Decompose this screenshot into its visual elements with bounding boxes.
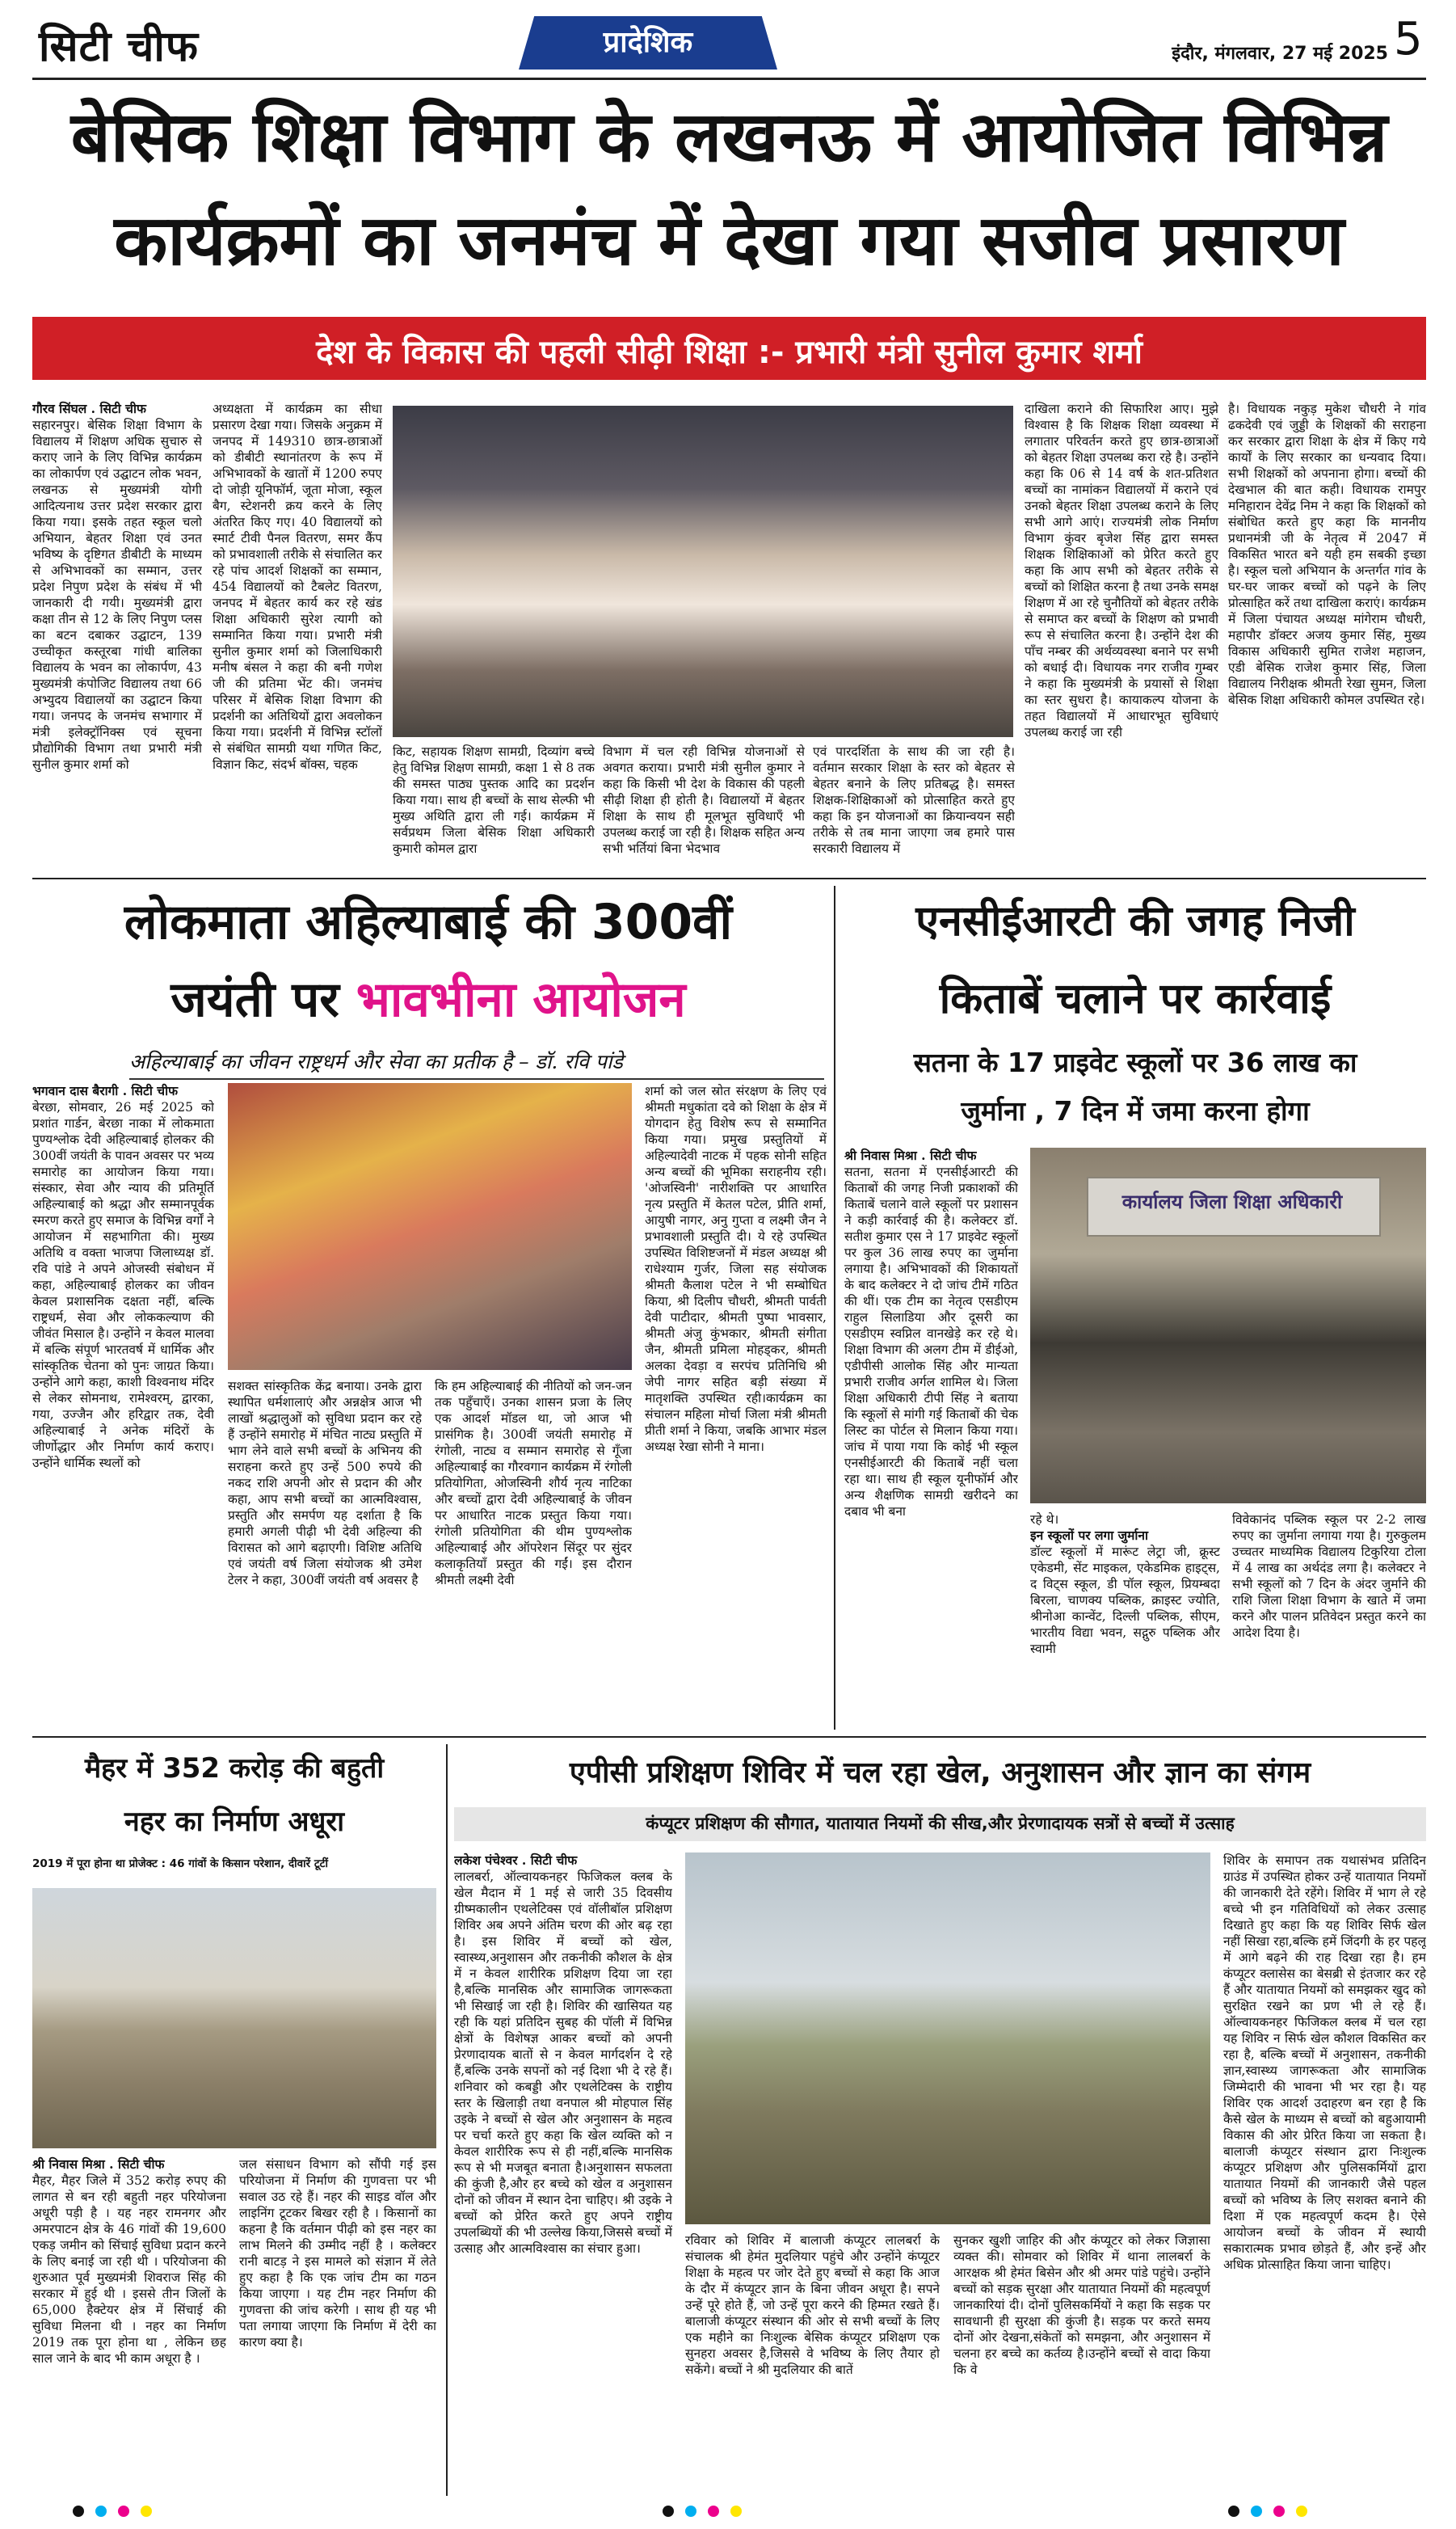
byline: गौरव सिंघल . सिटी चीफ xyxy=(32,401,146,416)
headline-story3-line2: किताबें चलाने पर कार्रवाई xyxy=(939,975,1332,1023)
story4-column-2: जल संसाधन विभाग को सौंपी गई इस परियोजना में निर्माण की गुणवत्ता पर भी सवाल उठ रहे हैं। नहर की साइड वॉल और लाइनिंग टूटकर बिखर रही है । किसानों का कहना है कि वर्तमान पीढ़ी को इस नहर का लाभ मिलने की उम्मीद नहीं है । कलेक्टर रानी बाटड़ ने इस मामले को संज्ञान में लेते हुए कहा है कि एक जांच टीम का गठन किया जाएगा । यह टीम नहर निर्माण की गुणवत्ता की जांच करेगी । साथ ही यह भी पता लगाया जाएगा कि निर्माण में देरी का कारण क्या है। xyxy=(239,2157,436,2350)
story3-subhead-line2: जुर्माना , 7 दिन में जमा करना होगा xyxy=(961,1095,1310,1127)
story1-column-5: एवं पारदर्शिता के साथ की जा रही है। वर्तमान सरकार शिक्षा के स्तर को बेहतर से बेहतर बनाने के लिए प्रतिबद्ध है। समस्त शिक्षक-शिक्षिकाओं को प्रोत्साहित करते हुए कहा कि इन योजनाओं का क्रियान्वयन सही तरीके से तब माना जाएगा जब हमारे पास सरकारी विद्यालय में xyxy=(813,744,1015,856)
story3-text-2a: रहे थे। xyxy=(1030,1512,1059,1527)
headline-story1-line2: कार्यक्रमों का जनमंच में देखा गया सजीव प्रसारण xyxy=(114,200,1344,281)
story5-text-1: लालबर्रा, ऑल्वायकनहर फिजिकल क्लब के खेल मैदान में 1 मई से जारी 35 दिवसीय ग्रीष्मकालीन एथलेटिक्स एवं वॉलीबॉल प्रशिक्षण शिविर अब अपने अंतिम चरण की ओर बढ़ रहा है। इस शिविर में बच्चों को खेल, स्वास्थ्य,अनुशासन और तकनीकी कौशल के क्षेत्र में न केवल शारीरिक प्रशिक्षण दिया जा रहा है,बल्कि मानसिक और सामाजिक जागरूकता भी सिखाई जा रही है। शिविर की खासियत यह रही कि यहां प्रतिदिन सुबह की पॉली में विभिन्न क्षेत्रों के विशेषज्ञ आकर बच्चों को अपनी प्रेरणादायक बातों से न केवल मार्गदर्शन दे रहे हैं,बल्कि उनके सपनों को नई दिशा भी दे रहे हैं। शनिवार को कबड्डी और एथलेटिक्स के राष्ट्रीय स्तर के खिलाड़ी तथा वनपाल श्री मोहपाल सिंह उइके ने बच्चों से खेल और अनुशासन के महत्व पर चर्चा करते हुए कहा कि खेल व्यक्ति को न केवल शारीरिक रूप से ही नहीं,बल्कि मानसिक रूप से भी मजबूत बनाता है।अनुशासन सफलता की कुंजी है,और हर बच्चे को खेल व अनुशासन दोनों को जीवन में स्थान देना चाहिए। श्री उइके ने बच्चों को प्रेरित करते हुए अपने राष्ट्रीय उपलब्धियों की भी उल्लेख किया,जिससे बच्चों में उत्साह और आत्मविश्वास का संचार हुआ। xyxy=(454,1869,672,2256)
page-number: 5 xyxy=(1394,13,1423,65)
headline-story2-line1: लोकमाता अहिल्याबाई की 300वीं xyxy=(124,894,733,950)
registration-marks-right xyxy=(1228,2506,1390,2517)
section-label: प्रादेशिक xyxy=(603,26,693,59)
story4-column-1 xyxy=(32,2156,226,2496)
story4-text-1: मैहर, मैहर जिले में 352 करोड़ रुपए की लागत से बन रही बहुती नहर परियोजना अधूरी पड़ी है । यह नहर रामनगर और अमरपाटन क्षेत्र के 46 गांवों की 19,600 एकड़ जमीन को सिंचाई सुविधा प्रदान करने के लिए बनाई जा रही थी । परियोजना की शुरुआत पूर्व मुख्यमंत्री शिवराज सिंह की सरकार में हुई थी । इससे तीन जिलों के 65,000 हैक्टेयर क्षेत्र में सिंचाई की सुविधा मिलना थी । नहर का निर्माण 2019 तक पूरा होना था , लेकिन छह साल जाने के बाद भी काम अधूरा है । xyxy=(32,2173,226,2366)
story2-column-3: कि हम अहिल्याबाई की नीतियों को जन-जन तक पहुँचाएँ। उनका शासन प्रजा के लिए एक आदर्श मॉडल था, जो आज भी प्रासंगिक है। 300वीं जयंती समारोह में रंगोली, नाट्य व सम्मान समारोह से गूँजा अहिल्याबाई का गौरवगान कार्यक्रम में रंगोली प्रतियोगिता, ओजस्विनी शौर्य नृत्य नाटिका और बच्चों द्वारा देवी अहिल्याबाई के जीवन पर आधारित नाटक प्रस्तुत किया गया। रंगोली प्रतियोगिता की थीम पुण्यश्लोक अहिल्याबाई और ऑपरेशन सिंदूर पर सुंदर कलाकृतियाँ प्रस्तुत की गईं। इस दौरान श्रीमती लक्ष्मी देवी xyxy=(435,1379,632,1587)
story1-column-2: अध्यक्षता में कार्यक्रम का सीधा प्रसारण देखा गया। जिसके अनुक्रम में जनपद में 149310 छात्र-छात्राओं को डीबीटी स्थानांतरण के रूप में अभिभावकों के खातों में 1200 रुपए दो जोड़ी यूनिफॉर्म, जूता मोजा, स्कूल बैग, स्टेशनरी क्रय करने के लिए अंतरित किए गए। 40 विद्यालयों को स्मार्ट टीवी पैनल वितरण, समर कैंप को प्रभावशाली तरीके से संचालित कर रहे पांच आदर्श शिक्षकों का सम्मान, 454 विद्यालयों को टैबलेट वितरण, जनपद में बेहतर कार्य कर रहे खंड शिक्षा अधिकारी सुरेश त्यागी को सम्मानित किया गया। प्रभारी मंत्री सुनील कुमार शर्मा को जिलाधिकारी मनीष बंसल ने कहा की बनी गणेश जी की प्रतिमा भेंट की। जनमंच परिसर में बेसिक शिक्षा विभाग की प्रदर्शनी का अतिथियों द्वारा अवलोकन किया गया। प्रदर्शनी में विभिन्न स्टॉलों से संबंधित सामग्री यथा गणित किट, विज्ञान किट, संदर्भ बॉक्स, चहक xyxy=(213,402,382,772)
story1-text-1: सहारनपुर। बेसिक शिक्षा विभाग के विद्यालय में शिक्षण अधिक सुचारु से कराए जाने के लिए विभिन्न कार्यक्रम का लोकार्पण एवं उद्घाटन लोक भवन, लखनऊ से मुख्यमंत्री योगी आदित्यनाथ उत्तर प्रदेश सरकार द्वारा किया गया। इसके तहत स्कूल चलो अभियान, बेहतर शिक्षा एवं उनत भविष्य के दृष्टिगत डीबीटी के माध्यम से अभिभावकों का सम्मान, उत्तर प्रदेश निपुण प्रदेश के संबंध में भी जानकारी दी गयी। मुख्यमंत्री द्वारा कक्षा तीन से 12 के लिए निपुण प्लस का बटन दबाकर उद्घाटन, 139 उच्चीकृत कस्तूरबा गांधी बालिका विद्यालय के भवन का लोकार्पण, 43 मुख्यमंत्री कंपोजिट विद्यालय तथा 66 अभ्युदय विद्यालयों का उद्घाटन किया गया। जनपद के जनमंच सभागार में मंत्री इलेक्ट्रॉनिक्स एवं सूचना प्रौद्योगिकी विभाग तथा प्रभारी मंत्री सुनील कुमार शर्मा को xyxy=(32,418,202,772)
byline: लकेश पंचेश्वर . सिटी चीफ xyxy=(454,1852,578,1868)
office-sign-text: कार्यालय जिला शिक्षा अधिकारी xyxy=(1121,1191,1343,1213)
vertical-rule xyxy=(834,886,835,1730)
headline-story2-line2 xyxy=(32,963,824,1036)
story3-text-1: सतना, सतना में एनसीईआरटी की किताबों की जगह निजी प्रकाशकों की किताबें चलाने वाले स्कूलों पर प्रशासन ने कड़ी कार्रवाई की है। कलेक्टर डॉ. सतीश कुमार एस ने 17 प्राइवेट स्कूलों पर कुल 36 लाख रुपए का जुर्माना लगाया है। अभिभावकों की शिकायतों के बाद कलेक्टर ने दो जांच टीमें गठित की थीं। एक टीम का नेतृत्व एसडीएम राहुल सिलाडिया और दूसरी का एसडीएम स्वप्निल वानखेड़े कर रहे थे। शिक्षा विभाग की अलग टीम में डीईओ, एडीपीसी आलोक सिंह और मान्यता प्रभारी राजीव अर्गल शामिल थे। जिला शिक्षा अधिकारी टीपी सिंह ने बताया कि स्कूलों से मांगी गई किताबों की चेक लिस्ट का पोर्टल से मिलान किया गया। जांच में पाया गया कि कोई भी स्कूल एनसीईआरटी की किताबें नहीं चला रहा था। साथ ही स्कूल यूनीफॉर्म और अन्य शैक्षणिक सामग्री खरीदने का दबाव भी बना xyxy=(844,1165,1018,1519)
story3-column-2 xyxy=(1030,1511,1220,1730)
byline: श्री निवास मिश्रा . सिटी चीफ xyxy=(844,1148,977,1163)
story3-column-3: विवेकानंद पब्लिक स्कूल पर 2-2 लाख रुपए का जुर्माना लगाया गया है। गुरुकुलम उच्चतर माध्यमिक विद्यालय टिकुरिया टोला में 4 लाख का अर्थदंड लगा है। कलेक्टर ने सभी स्कूलों को 7 दिन के अंदर जुर्माने की राशि जिला शिक्षा विभाग के खाते में जमा करने और पालन प्रतिवेदन प्रस्तुत करने का आदेश दिया है। xyxy=(1232,1512,1426,1640)
registration-marks-left xyxy=(73,2506,234,2517)
section-rule-1 xyxy=(32,878,1426,879)
vertical-rule xyxy=(446,1744,448,2496)
canal-photo xyxy=(32,1888,436,2148)
story3-text-2b: डॉल्ट स्कूलों में मारूंट लेट्रा जी, क्रूस्ट एकेडमी, सेंट माइकल, एकेडमिक हाइट्स, द विट्स स्कूल, डी पॉल स्कूल, प्रियम्बदा बिरला, चाणक्य पब्लिक, क्राइस्ट ज्योति, श्रीनोआ कान्वेंट, दिल्ली पब्लिक, सीएम, भारतीय विद्या भवन, सद्गुरु पब्लिक और स्वामी xyxy=(1030,1545,1220,1656)
headline-story2-highlight: भावभीना आयोजन xyxy=(356,972,686,1028)
headline-story3-line1: एनसीईआरटी की जगह निजी xyxy=(915,897,1355,946)
byline: भगवान दास बैरागी . सिटी चीफ xyxy=(32,1083,179,1098)
story4-subhead: 2019 में पूरा होना था प्रोजेक्ट : 46 गांवों के किसान परेशान, दीवारें टूटीं xyxy=(32,1857,328,1870)
story1-column-1 xyxy=(32,401,202,870)
headline-story2-line2-a: जयंती पर xyxy=(170,972,356,1028)
story2-column-1 xyxy=(32,1083,214,1730)
story2-column-2: सशक्त सांस्कृतिक केंद्र बनाया। उनके द्वारा स्थापित धर्मशालाएं और अन्नक्षेत्र आज भी लाखों श्रद्धालुओं को सुविधा प्रदान कर रहे हैं उन्होंने समारोह में मंचित नाट्य प्रस्तुति में भाग लेने वाले सभी बच्चों के अभिनय की सराहना करते हुए उन्हें 500 रुपये की नकद राशि अपनी ओर से प्रदान की और कहा, आप सभी बच्चों का आत्मविश्वास, प्रस्तुति और समर्पण यह दर्शाता है कि हमारी अगली पीढ़ी भी देवी अहिल्या की विरासत को आगे बढ़ाएगी। विशिष्ट अतिथि एवं जयंती वर्ष जिला संयोजक श्री उमेश टेलर ने कहा, 300वीं जयंती वर्ष अवसर है xyxy=(228,1379,422,1587)
story3-fine-subhead: इन स्कूलों पर लगा जुर्माना xyxy=(1030,1528,1149,1543)
story5-column-4: शिविर के समापन तक यथासंभव प्रतिदिन ग्राउंड में उपस्थित होकर उन्हें यातायात नियमों की जानकारी देते रहेंगे। शिविर में भाग ले रहे बच्चे भी इन गतिविधियों को लेकर उत्साह दिखाते हुए कहा कि यह शिविर सिर्फ खेल नहीं सिखा रहा,बल्कि हमें जिंदगी के हर पहलू में आगे बढ़ने की राह दिखा रहा है। हम कंप्यूटर क्लासेस का बेसब्री से इंतजार कर रहे हैं और यातायात नियमों को समझकर खुद को सुरक्षित रखने का प्रण भी ले रहे हैं। ऑल्वायकनहर फिजिकल क्लब में चल रहा यह शिविर न सिर्फ खेल कौशल विकसित कर रहा है, बल्कि बच्चों में अनुशासन, तकनीकी ज्ञान,स्वास्थ्य जागरूकता और सामाजिक जिम्मेदारी की भावना भी भर रहा है। यह शिविर एक आदर्श उदाहरण बन रहा है कि कैसे खेल के माध्यम से बच्चों को बहुआयामी विकास की ओर प्रेरित किया जा सकता है। बालाजी कंप्यूटर संस्थान द्वारा निःशुल्क कंप्यूटर प्रशिक्षण और पुलिसकर्मियों द्वारा यातायात नियमों की जानकारी जैसे पहल बच्चों को भविष्य के लिए सशक्त बनाने की दिशा में एक महत्वपूर्ण कदम है। ऐसे आयोजन बच्चों के जीवन में स्थायी सकारात्मक प्रभाव छोड़ते हैं, और इन्हें और अधिक प्रोत्साहित किया जाना चाहिए। xyxy=(1223,1853,1426,2272)
story5-column-3: सुनकर खुशी जाहिर की और कंप्यूटर को लेकर जिज्ञासा व्यक्त की। सोमवार को शिविर में थाना लालबर्रा के आरक्षक श्री हेमंत बिसेन और श्री अमर पांडे पहुंचे। उन्होंने बच्चों को सड़क सुरक्षा और यातायात नियमों की महत्वपूर्ण जानकारियां दी। दोनों पुलिसकर्मियों ने कहा कि सड़क पर सावधानी ही सुरक्षा की कुंजी है। सड़क पर करते समय दोनों ओर देखना,संकेतों को समझना, और अनुशासन में चलना हर बच्चे का कर्तव्य है।उन्होंने बच्चों से वादा किया कि वे xyxy=(953,2233,1210,2377)
story1-column-7: है। विधायक नकुड़ मुकेश चौधरी ने गांव ढकदेवी एवं जुड्डी के शिक्षकों की सराहना कर सरकार द्वारा शिक्षा के क्षेत्र में किए गये कार्यों के लिए सरकार का धन्यवाद दिया। सभी शिक्षकों को अपनाना होगा। बच्चों की देखभाल की बात कही। विधायक रामपुर मनिहारान देवेंद्र निम ने कहा कि शिक्षकों को संबोधित करते हुए कहा कि माननीय प्रधानमंत्री जी के नेतृत्व में 2047 में विकसित भारत बने यही हम सबकी इच्छा है। स्कूल चलो अभियान के अन्तर्गत गांव के घर-घर जाकर बच्चों को पढ़ने के लिए प्रोत्साहित करें तथा दाखिला कराएं। कार्यक्रम में जिला पंचायत अध्यक्ष मांगेराम चौधरी, महापौर डॉक्टर अजय कुमार सिंह, मुख्य विकास अधिकारी सुमित राजेश महाजन, एडी बेसिक राजेश कुमार सिंह, जिला विद्यालय निरीक्षक श्रीमती रेखा सुमन, जिला बेसिक शिक्षा अधिकारी कोमल उपस्थित रहे। xyxy=(1228,402,1426,707)
story2-text-1: बेरछा, सोमवार, 26 मई 2025 को प्रशांत गार्डन, बेरछा नाका में लोकमाता पुण्यश्लोक देवी अहिल्याबाई होलकर की 300वीं जयंती के पावन अवसर पर भव्य समारोह का आयोजन किया गया। संस्कार, सेवा और न्याय की प्रतिमूर्ति अहिल्याबाई को श्रद्धा और सम्मानपूर्वक स्मरण करते हुए समाज के विभिन्न वर्गों ने आयोजन में सहभागिता की। मुख्य अतिथि व वक्ता भाजपा जिलाध्यक्ष डॉ. रवि पांडे ने अपने ओजस्वी संबोधन में कहा, अहिल्याबाई होलकर का जीवन केवल प्रशासनिक दक्षता नहीं, बल्कि राष्ट्रधर्म, सेवा और लोककल्याण की जीवंत मिसाल है। उन्होंने न केवल मालवा में बल्कि संपूर्ण भारतवर्ष में धार्मिक और सांस्कृतिक चेतना को पुनः जाग्रत किया। उन्होंने आगे कहा, काशी विश्वनाथ मंदिर से लेकर सोमनाथ, रामेश्वरम्, द्वारका, गया, उज्जैन और हरिद्वार तक, देवी अहिल्याबाई ने अनेक मंदिरों के जीर्णोद्धार और निर्माण कार्य कराए। उन्होंने धार्मिक स्थलों को xyxy=(32,1100,214,1470)
headline-story5: एपीसी प्रशिक्षण शिविर में चल रहा खेल, अनुशासन और ज्ञान का संगम xyxy=(569,1756,1311,1789)
masthead: सिटी चीफ xyxy=(39,22,199,71)
story3-subhead-line1: सतना के 17 प्राइवेट स्कूलों पर 36 लाख का xyxy=(913,1047,1357,1078)
story5-column-2: रविवार को शिविर में बालाजी कंप्यूटर लालबर्रा के संचालक श्री हेमंत मुदलियार पहुंचे और उन्होंने कंप्यूटर शिक्षा के महत्व पर जोर देते हुए बच्चों से कहा कि आज के दौर में कंप्यूटर ज्ञान के बिना जीवन अधूरा है। सपने उन्हें पूरे होते हैं, जो उन्हें पूरा करने की हिम्मत रखते हैं। बालाजी कंप्यूटर संस्थान की ओर से सभी बच्चों के लिए एक महीने का निःशुल्क बेसिक कंप्यूटर प्रशिक्षण एक सुनहरा अवसर है,जिससे वे भविष्य के लिए तैयार हो सकेंगे। बच्चों ने श्री मुदलियार की बातें xyxy=(685,2233,940,2377)
byline: श्री निवास मिश्रा . सिटी चीफ xyxy=(32,2156,165,2172)
training-camp-photo xyxy=(685,1852,1210,2224)
story1-column-3: किट, सहायक शिक्षण सामग्री, दिव्यांग बच्चे हेतु विभिन्न शिक्षण सामग्री, कक्षा 1 से 8 तक की समस्त पाठ्य पुस्तक आदि का प्रदर्शन किया गया। साथ ही बच्चों के साथ सेल्फी भी मुख्य अथिति द्वारा ली गई। कार्यक्रम में सर्वप्रथम जिला बेसिक शिक्षा अधिकारी कुमारी कोमल द्वारा xyxy=(393,744,595,856)
story2-column-4: शर्मा को जल स्रोत संरक्षण के लिए एवं श्रीमती मधुकांता दवे को शिक्षा के क्षेत्र में योगदान हेतु विशेष रूप से सम्मानित किया गया। प्रमुख प्रस्तुतियों में अहिल्यादेवी नाटक में पहक सोनी सहित अन्य बच्चों की भूमिका सराहनीय रही। 'ओजस्विनी' नारीशक्ति पर आधारित नृत्य प्रस्तुति में केतल पटेल, प्रीति शर्मा, आयुषी नागर, अनु गुप्ता व लक्ष्मी जैन ने प्रभावशाली प्रस्तुति दी। ये रहे उपस्थित उपस्थित विशिष्टजनों में मंडल अध्यक्ष श्री राधेश्याम गुर्जर, जिला सह संयोजक श्रीमती कैलाश पटेल ने भी सम्बोधित किया, श्री दिलीप चौधरी, श्रीमती पार्वती देवी पाटीदार, श्रीमती पुष्पा भावसार, श्रीमती अंजु कुंभकार, श्रीमती संगीता जैन, श्रीमती प्रमिला मोहड्कर, श्रीमती अलका देवड़ा व सरपंच प्रतिनिधि श्री जेपी नागर सहित बड़ी संख्या में मातृशक्ति उपस्थित रही।कार्यक्रम का संचालन महिला मोर्चा जिला मंत्री श्रीमती प्रीती शर्मा ने किया, जबकि आभार मंडल अध्यक्ष रेखा सोनी ने माना। xyxy=(645,1084,827,1454)
story5-column-1 xyxy=(454,1852,672,2496)
story5-subhead: कंप्यूटर प्रशिक्षण की सौगात, यातायात नियमों की सीख,और प्रेरणादायक सत्रों से बच्चों में उत्साह xyxy=(646,1814,1235,1833)
header-rule xyxy=(32,78,1426,80)
ahilyabai-event-photo xyxy=(228,1083,632,1370)
section-rule-2 xyxy=(32,1736,1426,1738)
story2-subhead: अहिल्याबाई का जीवन राष्ट्रधर्म और सेवा का प्रतीक है – डॉ. रवि पांडे xyxy=(129,1047,824,1080)
headline-story4-line1: मैहर में 352 करोड़ की बहुती xyxy=(84,1752,385,1785)
registration-marks-center xyxy=(663,2506,824,2517)
headline-story4-line2: नहर का निर्माण अधूरा xyxy=(124,1806,345,1838)
ceremony-photo xyxy=(393,406,1013,737)
story1-column-6: दाखिला कराने की सिफारिश आए। मुझे विश्वास है कि शिक्षक शिक्षा व्यवस्था में लगातार परिवर्तन करते हुए छात्र-छात्राओं को बेहतर शिक्षा उपलब्ध करा रहे है। उन्होंने कहा कि 06 से 14 वर्ष के शत-प्रतिशत बच्चों का नामांकन विद्यालयों में कराने एवं उनको बेहतर शिक्षा उपलब्ध कराने के लिए सभी आगे आएं। राज्यमंत्री लोक निर्माण विभाग कुंवर बृजेश सिंह द्वारा समस्त शिक्षक शिक्षिकाओं को प्रेरित करते हुए कहा कि आप सभी को बेहतर तरीके से बच्चों को शिक्षित करना है तथा उनके समक्ष शिक्षण में आ रहे चुनौतियों को बेहतर तरीके से समाप्त कर बच्चों के शिक्षण को प्रभावी रूप से संचालित करना है। उन्होंने देश की पाँच नम्बर की अर्थव्यवस्था बनाने पर सभी को बधाई दी। विधायक नगर राजीव गुम्बर ने कहा कि मुख्यमंत्री के प्रयासों से शिक्षा का स्तर सुधरा है। कायाकल्प योजना के तहत विद्यालयों में आधारभूत सुविधाएं उपलब्ध कराई जा रही xyxy=(1025,402,1218,740)
dateline: इंदौर, मंगलवार, 27 मई 2025 xyxy=(1172,44,1388,64)
story1-column-4: विभाग में चल रही विभिन्न योजनाओं से अवगत कराया। प्रभारी मंत्री सुनील कुमार ने कहा कि किसी भी देश के विकास की पहली सीढ़ी शिक्षा ही होती है। विद्यालयों में बेहतर शिक्षा के साथ ही मूलभूत सुविधाएँ भी उपलब्ध कराई जा रही है। शिक्षक सहित अन्य सभी भर्तियां बिना भेदभाव xyxy=(603,744,805,856)
story3-column-1 xyxy=(844,1148,1018,1730)
banner-text: देश के विकास की पहली सीढ़ी शिक्षा :- प्रभारी मंत्री सुनील कुमार शर्मा xyxy=(316,334,1142,371)
headline-story1-line1: बेसिक शिक्षा विभाग के लखनऊ में आयोजित विभिन्न xyxy=(70,97,1388,178)
